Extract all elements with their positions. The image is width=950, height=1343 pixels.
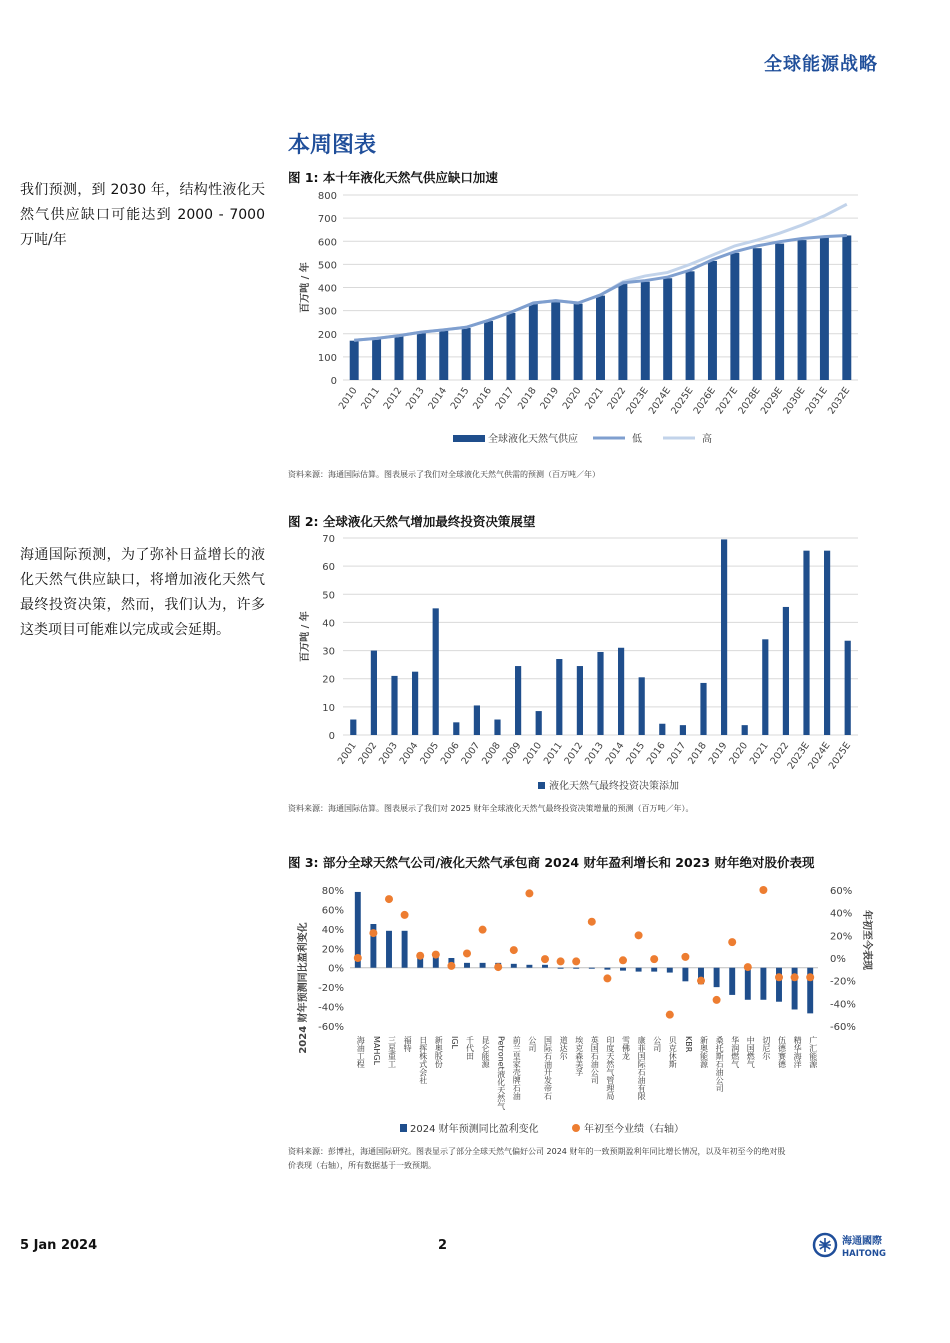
y-tick-label: 700: [317, 214, 337, 226]
logo-text-cn: 海通國際: [842, 1236, 882, 1247]
x-tick-label: 2017: [665, 740, 689, 767]
fig3-source-line2: 价表现（右轴），所有数据基于一致预期。: [288, 1161, 436, 1170]
x-tick-label: 中国燃气: [746, 1036, 756, 1068]
x-tick-label: 贝克休斯: [668, 1036, 678, 1068]
ytd-performance-point: [603, 974, 611, 982]
x-tick-label: 2016: [471, 385, 495, 412]
earnings-bar: [714, 968, 720, 987]
x-tick-label: 2018: [515, 385, 539, 412]
earnings-bar: [604, 968, 610, 970]
legend-supply-label: 全球液化天然气供应: [488, 434, 578, 445]
fid-bar: [700, 683, 706, 735]
fid-bar: [474, 705, 480, 735]
fid-bar: [721, 539, 727, 735]
x-tick-label: 2023E: [785, 740, 812, 772]
x-tick-label: 2019: [538, 385, 562, 412]
x-tick-label: 2021: [583, 385, 606, 412]
supply-bar: [775, 244, 784, 380]
x-tick-label: 昆仑能源: [481, 1036, 491, 1068]
ytd-performance-point: [369, 929, 377, 937]
x-tick-label: 2015: [624, 740, 648, 767]
fid-bar: [803, 551, 809, 735]
fig1-chart: [288, 185, 868, 460]
y-left-tick-label: -60%: [318, 1022, 344, 1033]
x-tick-label: 广汇能源: [808, 1036, 818, 1068]
x-tick-label: 2010: [521, 740, 545, 767]
x-tick-label: 2007: [459, 740, 483, 767]
ytd-performance-point: [510, 946, 518, 954]
x-tick-label: 2021: [747, 740, 771, 767]
y-tick-label: 40: [322, 618, 335, 630]
x-tick-label: 2028E: [736, 385, 763, 417]
x-tick-label: 国际石油开发帝石: [543, 1036, 553, 1100]
x-tick-label: 千代田: [465, 1036, 475, 1060]
ytd-performance-point: [650, 955, 658, 963]
x-tick-label: 2022: [768, 740, 792, 767]
y-right-axis-label: 年初至今表现: [861, 910, 872, 970]
supply-bar: [686, 271, 695, 380]
ytd-performance-point: [713, 996, 721, 1004]
x-tick-label: 2009: [500, 740, 524, 767]
supply-bar: [372, 339, 381, 380]
fig2-source: 资料来源：海通国际估算。图表展示了我们对 2025 财年全球液化天然气最终投资决策增量的预测（百万吨／年）。: [288, 804, 694, 813]
x-tick-label: MAHGL: [371, 1036, 381, 1066]
ytd-performance-point: [572, 957, 580, 965]
fid-bar: [783, 607, 789, 735]
ytd-performance-point: [697, 977, 705, 985]
fid-bar: [433, 608, 439, 735]
legend-fid-swatch: [538, 782, 545, 789]
x-tick-label: 埃克森美孚: [574, 1036, 584, 1076]
earnings-bar: [526, 965, 532, 968]
x-tick-label: 海油工程: [356, 1036, 366, 1068]
earnings-bar: [729, 968, 735, 995]
x-tick-label: 三星重工: [387, 1036, 397, 1068]
y-tick-label: 70: [322, 534, 335, 545]
y-right-tick-label: 20%: [830, 931, 853, 943]
y-right-tick-label: 60%: [830, 886, 853, 897]
haitong-logo-icon: [812, 1232, 892, 1262]
earnings-bar: [573, 968, 579, 969]
earnings-bar: [620, 968, 626, 971]
header-title: 全球能源战略: [764, 54, 878, 75]
y-right-tick-label: -20%: [830, 976, 856, 988]
earnings-bar: [651, 968, 657, 972]
ytd-performance-point: [681, 953, 689, 961]
fig2-chart: [288, 530, 868, 798]
legend-earnings-label: 2024 财年预测同比盈利变化: [410, 1124, 539, 1135]
x-tick-label: 2024E: [646, 385, 674, 417]
y-tick-label: 10: [322, 702, 335, 714]
ytd-performance-point: [385, 895, 393, 903]
fid-bar: [659, 724, 665, 735]
x-tick-label: 精华海洋: [793, 1036, 803, 1068]
ytd-performance-point: [775, 973, 783, 981]
fid-bar: [639, 677, 645, 735]
supply-bar: [663, 278, 672, 380]
section-title: 本周图表: [288, 133, 377, 158]
x-tick-label: 前兰皇家壳牌石油: [512, 1036, 522, 1100]
x-tick-label: 2030E: [781, 385, 808, 417]
y-tick-label: 20: [322, 674, 335, 686]
y-tick-label: 0: [330, 376, 337, 387]
supply-bar: [350, 341, 359, 380]
supply-bar: [753, 248, 762, 380]
x-tick-label: KBR: [683, 1036, 693, 1053]
fid-bar: [742, 725, 748, 735]
supply-bar: [820, 237, 829, 380]
fid-bar: [680, 725, 686, 735]
fid-bar: [350, 720, 356, 735]
earnings-bar: [667, 968, 673, 973]
x-tick-label: 2031E: [803, 385, 830, 417]
x-tick-label: 2013: [403, 385, 427, 412]
y-left-tick-label: 40%: [321, 924, 344, 936]
fid-bar: [494, 720, 500, 735]
supply-bar: [506, 313, 515, 380]
fid-bar: [845, 641, 851, 735]
x-tick-label: Petronet液化天然气: [496, 1036, 506, 1110]
x-tick-label: 桑托斯石油公司: [715, 1036, 725, 1092]
x-tick-label: 2020: [560, 385, 584, 412]
earnings-bar: [776, 968, 782, 1002]
ytd-performance-point: [447, 962, 455, 970]
side-note-1: 我们预测，到 2030 年，结构性液化天然气供应缺口可能达到 2000 - 7000 万吨/年: [20, 182, 265, 248]
x-tick-label: 2012: [562, 740, 586, 767]
x-tick-label: 2027E: [713, 385, 741, 417]
x-tick-label: 福特: [403, 1036, 413, 1052]
legend-earnings-swatch: [400, 1124, 407, 1132]
supply-bar: [395, 336, 404, 380]
x-tick-label: 2026E: [691, 385, 718, 417]
x-tick-label: 2024E: [806, 740, 833, 772]
x-tick-label: 2019: [706, 740, 730, 767]
y-tick-label: 50: [322, 590, 335, 602]
ytd-performance-point: [463, 949, 471, 957]
supply-bar: [798, 240, 807, 380]
x-tick-label: 2008: [480, 740, 503, 767]
earnings-bar: [464, 963, 470, 968]
earnings-bar: [480, 963, 486, 968]
y-left-tick-label: -40%: [318, 1002, 344, 1014]
y-tick-label: 600: [317, 237, 337, 249]
fid-bar: [618, 648, 624, 735]
earnings-bar: [386, 931, 392, 968]
y-left-tick-label: 20%: [321, 944, 344, 956]
logo-text-en: HAITONG: [842, 1249, 886, 1259]
x-tick-label: 2023E: [624, 385, 651, 417]
x-tick-label: 2015: [448, 385, 472, 412]
earnings-bar: [745, 968, 751, 1000]
ytd-performance-point: [588, 918, 596, 926]
ytd-performance-point: [416, 952, 424, 960]
fid-bar: [577, 666, 583, 735]
ytd-performance-point: [728, 938, 736, 946]
legend-low-label: 低: [632, 434, 642, 445]
x-tick-label: 2001: [335, 740, 359, 767]
y-left-tick-label: 60%: [321, 905, 344, 917]
x-tick-label: 康菲国际石油有限: [637, 1036, 647, 1100]
fig1-source: 资料来源：海通国际估算。图表展示了我们对全球液化天然气供需的预测（百万吨／年）: [288, 470, 600, 479]
legend-ytd-swatch: [572, 1124, 580, 1132]
x-tick-label: 新奥能源: [699, 1036, 709, 1068]
x-tick-label: 2011: [359, 385, 383, 412]
y-tick-label: 200: [317, 329, 337, 341]
y-left-axis-label: 2024 财年预测同比盈利变化: [298, 922, 309, 1054]
x-tick-label: 2011: [541, 740, 565, 767]
earnings-bar: [760, 968, 766, 1000]
x-tick-label: 2025E: [669, 385, 696, 417]
supply-bar: [529, 304, 538, 380]
fid-bar: [371, 651, 377, 735]
fid-bar: [556, 659, 562, 735]
y-tick-label: 60: [322, 562, 335, 574]
x-tick-label: 2014: [603, 740, 627, 767]
x-tick-label: 2022: [605, 385, 629, 412]
y-left-tick-label: 0%: [328, 963, 344, 975]
legend-fid-label: 液化天然气最终投资决策添加: [549, 781, 679, 792]
y-axis-label: 百万吨 / 年: [300, 611, 311, 662]
earnings-bar: [402, 931, 408, 968]
earnings-bar: [636, 968, 642, 972]
y-right-tick-label: 0%: [830, 954, 846, 965]
supply-bar: [596, 296, 605, 380]
y-tick-label: 30: [322, 646, 335, 658]
ytd-performance-point: [432, 951, 440, 959]
ytd-performance-point: [806, 973, 814, 981]
y-right-tick-label: 40%: [830, 908, 853, 920]
ytd-performance-point: [791, 973, 799, 981]
legend-supply-swatch: [453, 435, 485, 442]
x-tick-label: 公司: [527, 1036, 537, 1052]
x-tick-label: 2006: [438, 740, 462, 767]
x-tick-label: 2004: [397, 740, 421, 767]
x-tick-label: 2014: [426, 385, 450, 412]
ytd-performance-point: [494, 963, 502, 971]
x-tick-label: 雪佛龙: [621, 1036, 631, 1060]
earnings-bar: [511, 964, 517, 968]
legend-ytd-label: 年初至今业绩（右轴）: [584, 1124, 684, 1135]
haitong-logo: [812, 1232, 892, 1266]
fig1-title: 图 1: 本十年液化天然气供应缺口加速: [288, 170, 498, 185]
supply-bar: [708, 261, 717, 380]
supply-bar: [462, 328, 471, 380]
fig3-title: 图 3: 部分全球天然气公司/液化天然气承包商 2024 财年盈利增长和 2023 财年绝对股价表现: [288, 855, 815, 870]
ytd-performance-point: [557, 957, 565, 965]
x-tick-label: 英国石油公司: [590, 1036, 600, 1084]
ytd-performance-point: [401, 911, 409, 919]
y-right-tick-label: -40%: [830, 999, 856, 1011]
y-left-tick-label: -20%: [318, 983, 344, 995]
fid-bar: [453, 722, 459, 735]
x-tick-label: 2020: [727, 740, 751, 767]
fid-bar: [824, 551, 830, 735]
fid-bar: [536, 711, 542, 735]
side-note-2: 海通国际预测，为了弥补日益增长的液化天然气供应缺口，将增加液化天然气最终投资决策，然而，我们认为，许多这类项目可能难以完成或会延期。: [20, 547, 265, 638]
supply-bar: [484, 321, 493, 380]
x-tick-label: 2002: [356, 740, 380, 767]
supply-bar: [574, 304, 583, 380]
x-tick-label: 2032E: [825, 385, 853, 417]
y-right-tick-label: -60%: [830, 1022, 856, 1033]
y-tick-label: 500: [317, 260, 337, 272]
fig3-chart: [288, 876, 872, 1138]
x-tick-label: 新奥股份: [434, 1036, 444, 1068]
x-tick-label: 2017: [493, 385, 517, 412]
y-left-tick-label: 80%: [321, 886, 344, 897]
x-tick-label: 切尼尔: [761, 1036, 771, 1060]
ytd-performance-point: [666, 1011, 674, 1019]
supply-bar: [641, 282, 650, 380]
earnings-bar: [589, 968, 595, 969]
x-tick-label: 日挥株式会社: [418, 1036, 428, 1084]
ytd-performance-point: [541, 955, 549, 963]
fid-bar: [391, 676, 397, 735]
fid-bar: [515, 666, 521, 735]
supply-bar: [618, 283, 627, 380]
footer-page-number: 2: [438, 1238, 448, 1253]
fid-bar: [412, 672, 418, 735]
x-tick-label: 2005: [418, 740, 442, 767]
supply-bar: [730, 253, 739, 380]
earnings-bar: [542, 965, 548, 968]
y-tick-label: 800: [317, 191, 337, 202]
legend-high-label: 高: [702, 434, 712, 445]
x-tick-label: 2016: [644, 740, 668, 767]
y-tick-label: 0: [328, 731, 335, 742]
earnings-bar: [682, 968, 688, 982]
ytd-performance-point: [354, 954, 362, 962]
x-tick-label: 道达尔: [559, 1036, 569, 1060]
x-tick-label: 伍德赛德: [777, 1036, 787, 1068]
ytd-performance-point: [635, 931, 643, 939]
x-tick-label: 华润燃气: [730, 1036, 740, 1068]
ytd-performance-point: [479, 926, 487, 934]
x-tick-label: IGL: [449, 1036, 459, 1050]
supply-bar: [842, 235, 851, 380]
x-tick-label: 2003: [377, 740, 400, 767]
y-tick-label: 400: [317, 283, 337, 295]
fig3-source-line1: 资料来源：彭博社，海通国际研究。图表显示了部分全球天然气偏好公司 2024 财年的一致预期盈利年同比增长情况，以及年初至今的绝对股: [288, 1147, 786, 1156]
y-tick-label: 300: [317, 306, 337, 318]
supply-bar: [551, 301, 560, 380]
x-tick-label: 公司: [652, 1036, 662, 1052]
fid-bar: [597, 652, 603, 735]
x-tick-label: 2029E: [758, 385, 786, 417]
earnings-bar: [558, 968, 564, 969]
x-tick-label: 2025E: [826, 740, 854, 772]
x-tick-label: 2012: [381, 385, 405, 412]
ytd-performance-point: [759, 886, 767, 894]
fid-bar: [762, 639, 768, 735]
supply-bar: [439, 330, 448, 380]
x-tick-label: 2010: [336, 385, 360, 412]
fig2-title: 图 2: 全球液化天然气增加最终投资决策展望: [288, 514, 536, 529]
footer-date: 5 Jan 2024: [20, 1238, 98, 1253]
y-axis-label: 百万吨 / 年: [300, 262, 311, 313]
ytd-performance-point: [525, 889, 533, 897]
ytd-performance-point: [619, 956, 627, 964]
supply-bar: [417, 333, 426, 380]
y-tick-label: 100: [317, 352, 337, 364]
x-tick-label: 2018: [686, 740, 709, 767]
ytd-performance-point: [744, 963, 752, 971]
x-tick-label: 2013: [583, 740, 606, 767]
x-tick-label: 印度天然气管理局: [605, 1036, 615, 1100]
